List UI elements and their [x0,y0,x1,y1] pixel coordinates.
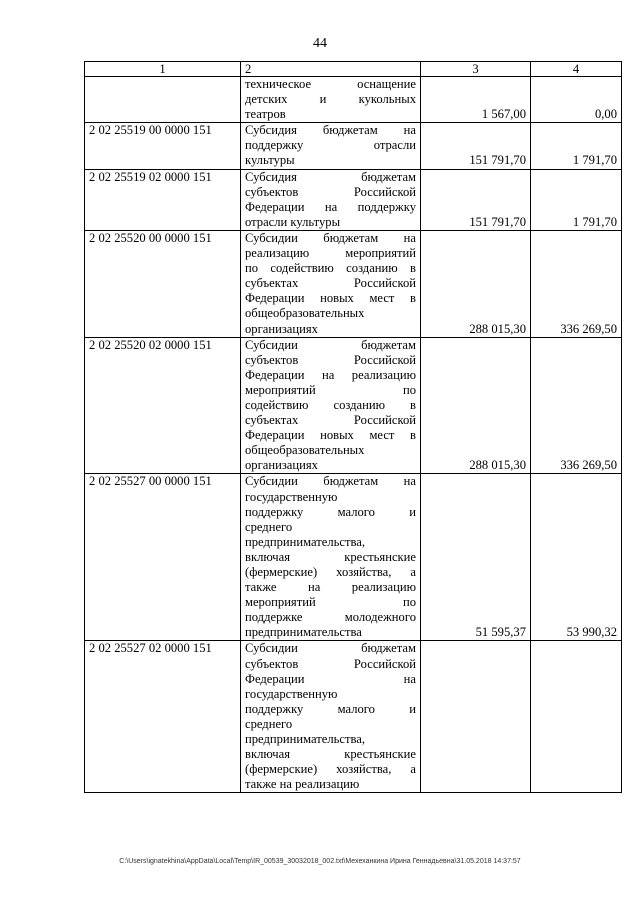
row-value-col4: 336 269,50 [531,230,622,337]
row-description [241,169,421,230]
row-value-col4: 1 791,70 [531,169,622,230]
description-line: поддержку малого и [245,701,416,716]
description-line: поддержку отрасли [245,138,416,153]
description-line: субъектов Российской [245,352,416,367]
description-line: организациях [245,321,318,336]
description-line: поддержку малого и [245,504,416,519]
row-value-col4: 0,00 [531,77,622,123]
description-line: мероприятий по [245,382,416,397]
row-value-col3: 288 015,30 [421,337,531,474]
row-description [241,337,421,474]
row-description [241,474,421,641]
table-row [85,641,622,793]
description-line: предпринимательства [245,625,362,640]
row-description [241,123,421,169]
row-description [241,77,421,123]
description-line: субъектов Российской [245,184,416,199]
row-value-col4: 53 990,32 [531,474,622,641]
row-value-col4: 1 791,70 [531,123,622,169]
description-line: предпринимательства, [245,534,366,549]
description-line: включая крестьянские [245,549,416,564]
row-value-col3: 151 791,70 [421,123,531,169]
row-code: 2 02 25519 02 0000 151 [85,169,241,230]
table-row [85,123,622,169]
description-line: детских и кукольных [245,92,416,107]
description-line: реализацию мероприятий [245,246,416,261]
description-line: предпринимательства, [245,732,366,747]
table-row [85,169,622,230]
description-line: Субсидия бюджетам на [245,123,416,138]
description-line: субъектах Российской [245,413,416,428]
description-line: государственную [245,489,338,504]
header-col-2: 2 [241,62,421,77]
row-code: 2 02 25519 00 0000 151 [85,123,241,169]
description-line: Федерации на реализацию [245,367,416,382]
description-line: Субсидии бюджетам [245,641,416,656]
row-value-col4 [531,641,622,793]
row-code: 2 02 25520 00 0000 151 [85,230,241,337]
table-header-row [85,62,622,77]
row-description [241,641,421,793]
row-code: 2 02 25520 02 0000 151 [85,337,241,474]
description-line: также на реализацию [245,777,360,792]
description-line: субъектах Российской [245,276,416,291]
description-line: (фермерские) хозяйства, а [245,762,416,777]
description-line: Федерации новых мест в [245,291,416,306]
row-value-col3: 288 015,30 [421,230,531,337]
header-col-3: 3 [421,62,531,77]
description-line: по содействию созданию в [245,261,416,276]
budget-table [84,61,622,793]
description-line: (фермерские) хозяйства, а [245,565,416,579]
description-line: организациях [245,458,318,473]
description-line: среднего [245,519,293,534]
table-row [85,474,622,641]
description-line: среднего [245,716,293,731]
row-value-col3: 151 791,70 [421,169,531,230]
description-line: Субсидии бюджетам на [245,474,416,489]
row-description [241,230,421,337]
description-line: общеобразовательных [245,443,365,458]
description-line: также на реализацию [245,580,416,595]
description-line: поддержке молодежного [245,610,416,625]
description-line: Федерации новых мест в [245,428,416,443]
page-number: 44 [313,36,327,51]
file-path-footer: C:\Users\ignatekhina\AppData\Local\Temp\IR_00539_30032018_002.txt\Мехеханкина Ирина Геннадьевна\31.05.2018 14:37:57 [119,858,521,865]
description-line: Субсидия бюджетам [245,169,416,184]
table-row [85,337,622,474]
description-line: Федерации на поддержку [245,199,416,214]
description-line: общеобразовательных [245,306,365,321]
description-line: Субсидии бюджетам [245,337,416,352]
description-line: субъектов Российской [245,656,416,671]
description-line: включая крестьянские [245,747,416,762]
row-value-col3 [421,641,531,793]
table-row [85,77,622,123]
row-code: 2 02 25527 00 0000 151 [85,474,241,641]
row-value-col4: 336 269,50 [531,337,622,474]
table-row [85,230,622,337]
description-line: содействию созданию в [245,397,416,412]
header-col-4: 4 [531,62,622,77]
description-line: культуры [245,153,295,168]
description-line: театров [245,107,286,122]
header-col-1: 1 [85,62,241,77]
description-line: Федерации на [245,671,416,686]
description-line: мероприятий по [245,595,416,610]
row-code: 2 02 25527 02 0000 151 [85,641,241,793]
description-line: техническое оснащение [245,77,416,91]
description-line: Субсидии бюджетам на [245,230,416,245]
description-line: отрасли культуры [245,214,341,229]
row-code [85,77,241,123]
row-value-col3: 51 595,37 [421,474,531,641]
description-line: государственную [245,686,338,701]
row-value-col3: 1 567,00 [421,77,531,123]
